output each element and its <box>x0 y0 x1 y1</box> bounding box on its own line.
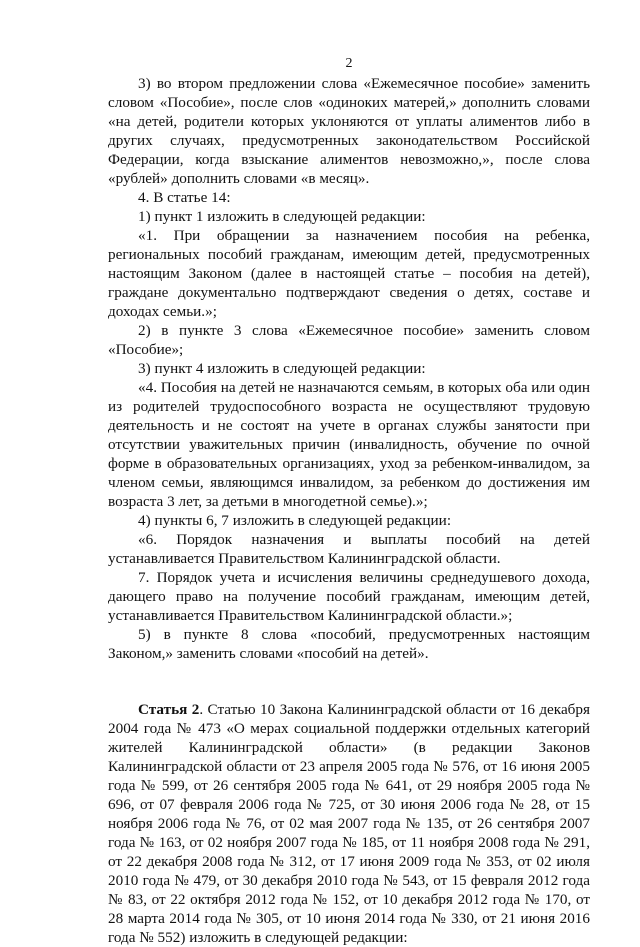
paragraph-quote-6: «6. Порядок назначения и выплаты пособий на детей устанавливается Правительством Калининградской области. <box>108 531 590 567</box>
article-2-text: . Статью 10 Закона Калининградской области от 16 декабря 2004 года № 473 «О мерах социальной поддержки отдельных категорий жителей Калининградской области» (в редакции Законов Калининградской области от 23 апреля 2005 года № 576, от 16 июня 2005 года № 599, от 26 сентября 2005 года № 641, от 29 ноября 2005 года № 696, от 07 февраля 2006 года № 725, от 30 июня 2006 года № 28, от 15 ноября 2006 года № 76, от 02 мая 2007 года № 135, от 26 сентября 2007 года № 163, от 02 ноября 2007 года № 185, от 11 ноября 2008 года № 291, от 22 декабря 2008 года № 312, от 17 июня 2009 года № 353, от 02 июля 2010 года № 479, от 30 декабря 2010 года № 543, от 15 февраля 2012 года № 83, от 22 октября 2012 года № 152, от 10 декабря 2012 года № 170, от 28 марта 2014 года № 305, от 10 июня 2014 года № 330, от 21 июня 2016 года № 552) изложить в следующей редакции: <box>108 701 590 946</box>
paragraph-item-4: 4) пункты 6, 7 изложить в следующей редакции: <box>138 512 452 529</box>
paragraph-3-amendment: 3) во втором предложении слова «Ежемесячное пособие» заменить словом «Пособие», после слов «одиноких матерей,» дополнить словами «на детей, родители которых уклоняются от уплаты алиментов либо в других случаях, предусмотренных законодательством Российской Федерации, когда взыскание алиментов невозможно,», после слова «рублей» дополнить словами «в месяц». <box>108 75 590 187</box>
document-body <box>108 74 590 947</box>
paragraph-quote-7: 7. Порядок учета и исчисления величины среднедушевого дохода, дающего право на получение пособий гражданам, имеющим детей, устанавливается Правительством Калининградской области.»; <box>108 569 590 624</box>
paragraph-item-2: 2) в пункте 3 слова «Ежемесячное пособие» заменить словом «Пособие»; <box>108 322 590 358</box>
page-number: 2 <box>345 56 353 71</box>
section-gap <box>108 663 590 700</box>
paragraph-item-5: 5) в пункте 8 слова «пособий, предусмотренных настоящим Законом,» заменить словами «пособий на детей». <box>108 626 590 662</box>
paragraph-item-3: 3) пункт 4 изложить в следующей редакции: <box>138 360 426 377</box>
article-2-paragraph <box>108 700 590 947</box>
article-2-heading: Статья 2 <box>138 701 200 718</box>
paragraph-article-14: 4. В статье 14: <box>138 189 231 206</box>
paragraph-quote-4: «4. Пособия на детей не назначаются семьям, в которых оба или один из родителей трудоспособного возраста не осуществляют трудовую деятельность и не состоят на учете в органах службы занятости при отсутствии уважительных причин (инвалидность, обучение по очной форме в образовательных организациях, уход за ребенком-инвалидом, за членом семьи, являющимся инвалидом, за ребенком до достижения им возраста 3 лет, за детьми в многодетной семье).»; <box>108 379 591 510</box>
paragraph-quote-1: «1. При обращении за назначением пособия на ребенка, региональных пособий гражданам, имеющим детей, предусмотренных настоящим Законом (далее в настоящей статье – пособия на детей), граждане документально подтверждают сведения о детях, составе и доходах семьи.»; <box>108 227 590 320</box>
paragraph-item-1: 1) пункт 1 изложить в следующей редакции: <box>138 208 426 225</box>
